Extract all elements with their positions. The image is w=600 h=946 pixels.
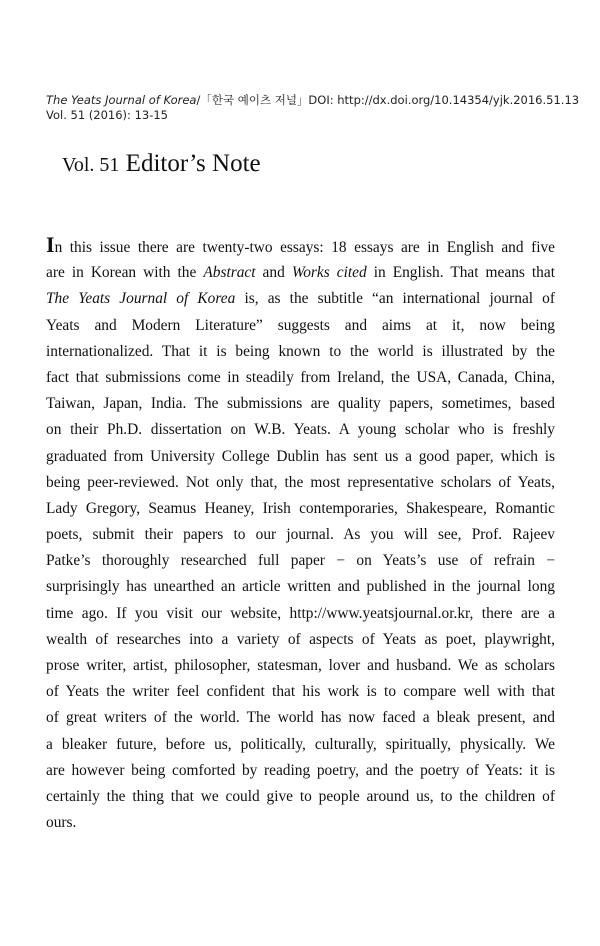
text-line (46, 810, 555, 836)
drop-cap: I (46, 232, 55, 257)
text-line (46, 470, 555, 496)
text-line (46, 627, 555, 653)
text-line (46, 417, 555, 443)
text-run: time ago. If you visit our website, http://www.yeatsjournal.or.kr, there are a (46, 604, 555, 622)
text-run: and (255, 264, 292, 282)
text-line (46, 601, 555, 627)
text-line (46, 784, 555, 810)
text-line (46, 653, 555, 679)
text-line (46, 732, 555, 758)
text-run: in English. That means that (366, 264, 555, 282)
text-run: a bleaker future, before us, politically, culturally, spiritually, physically. We (46, 735, 555, 753)
text-line (46, 365, 555, 391)
text-line (46, 260, 555, 286)
text-run: are however being comforted by reading poetry, and the poetry of Yeats: it is (46, 761, 555, 779)
text-run: Patke’s thoroughly researched full paper − on Yeats’s use of refrain − (46, 552, 555, 570)
running-head (46, 93, 580, 123)
text-run: fact that submissions come in steadily from Ireland, the USA, Canada, China, (46, 368, 555, 386)
text-line (46, 391, 555, 417)
text-run: prose writer, artist, philosopher, statesman, lover and husband. We as scholars (46, 657, 555, 674)
text-run: n this issue there are twenty-two essays: 18 essays are in English and five (54, 239, 555, 256)
italic-text: Abstract (203, 264, 256, 282)
text-run: being peer-reviewed. Not only that, the most representative scholars of Yeats, (46, 473, 555, 491)
journal-name: The Yeats Journal of Korea (46, 93, 197, 107)
page-title (62, 150, 261, 178)
citation-line (46, 93, 580, 108)
text-run: Lady Gregory, Seamus Heaney, Irish contemporaries, Shakespeare, Romantic (46, 499, 555, 517)
text-run: Taiwan, Japan, India. The submissions are quality papers, sometimes, based (46, 395, 555, 413)
text-run: is, as the subtitle “an international journal of (235, 290, 556, 308)
text-line (46, 548, 555, 574)
italic-text: Works cited (291, 264, 367, 282)
text-line (46, 444, 555, 470)
title-volume: Vol. 51 (62, 154, 120, 176)
text-run: poets, submit their papers to our journal. As you will see, Prof. Rajeev (46, 526, 555, 544)
text-line (46, 574, 555, 600)
text-run: Yeats and Modern Literature” suggests and aims at it, now being (46, 316, 555, 334)
text-run: are in Korean with the (46, 264, 204, 282)
text-run: of great writers of the world. The world has now faced a bleak present, and (46, 709, 555, 727)
text-run: certainly the thing that we could give to people around us, to the children of (46, 787, 555, 805)
text-line (46, 339, 555, 365)
text-run: surprisingly has unearthed an article written and published in the journal long (46, 578, 555, 596)
text-run: of Yeats the writer feel confident that his work is to compare well with that (46, 683, 555, 701)
text-line (46, 522, 555, 548)
text-run: graduated from University College Dublin has sent us a good paper, which is (46, 447, 555, 465)
text-line (46, 234, 555, 260)
text-line (46, 679, 555, 705)
text-run: on their Ph.D. dissertation on W.B. Yeats. A young scholar who is freshly (46, 421, 555, 439)
text-run: wealth of researches into a variety of aspects of Yeats as poet, playwright, (46, 630, 555, 648)
text-line (46, 286, 555, 312)
text-line (46, 758, 555, 784)
text-line (46, 705, 555, 731)
italic-text: The Yeats Journal of Korea (46, 290, 236, 308)
text-line (46, 496, 555, 522)
doi-text: /「한국 예이츠 저널」DOI: http://dx.doi.org/10.14354/yjk.2016.51.13 (196, 93, 580, 107)
text-run: internationalized. That it is being known to the world is illustrated by the (46, 342, 555, 360)
body-paragraph (46, 234, 555, 836)
text-line (46, 313, 555, 339)
title-text: Editor’s Note (125, 150, 261, 177)
volume-line: Vol. 51 (2016): 13-15 (46, 108, 168, 122)
text-run: ours. (46, 814, 77, 832)
